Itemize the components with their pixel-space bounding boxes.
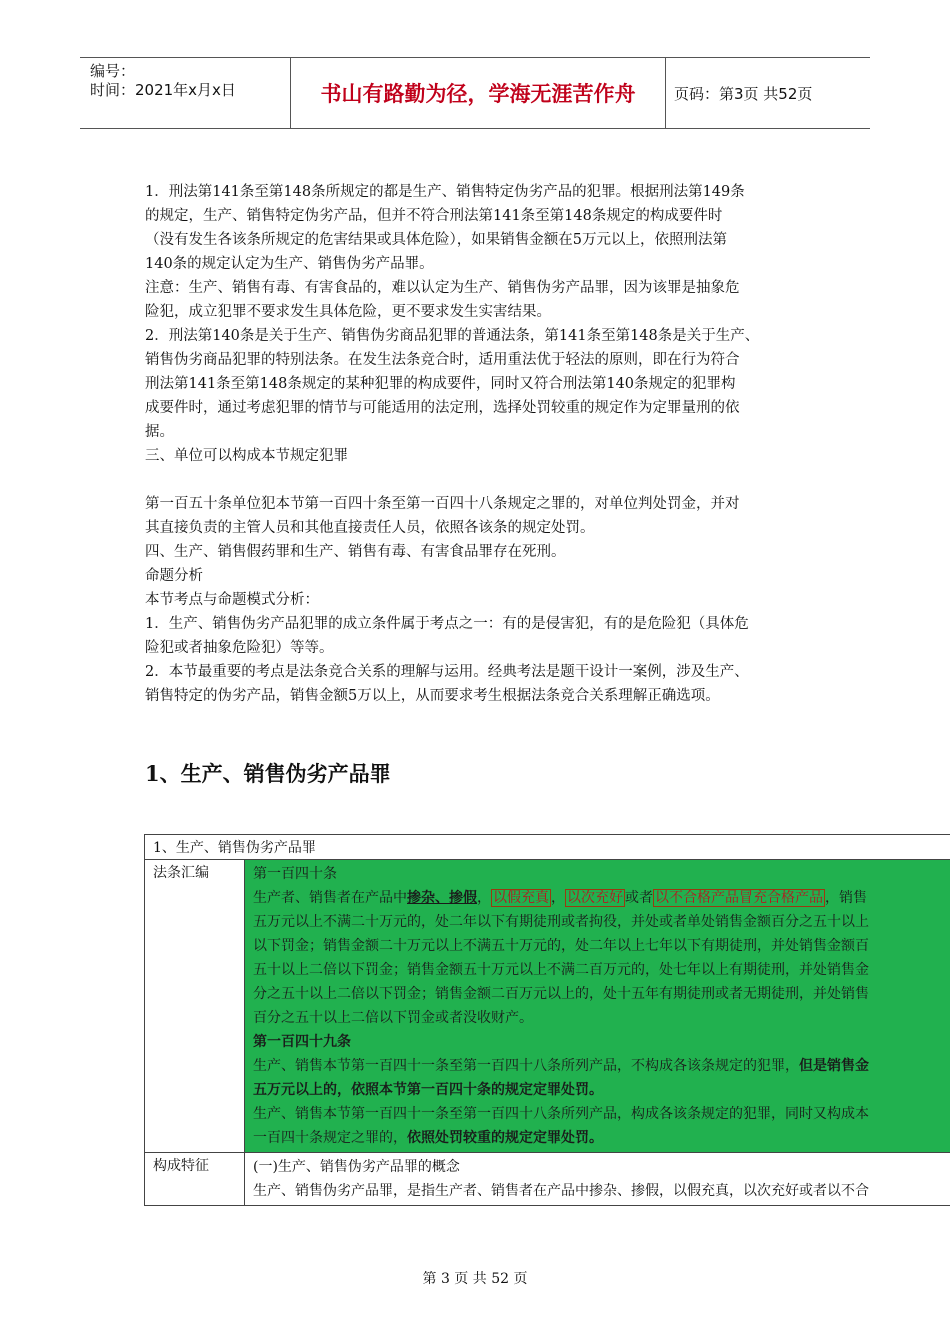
table-row [145,860,950,1153]
paragraph-line: 刑法第141条至第148条规定的某种犯罪的构成要件，同时又符合刑法第140条规定的犯罪构 [145,376,736,392]
paragraph-line: 140条的规定认定为生产、销售伪劣产品罪。 [145,256,434,272]
body-text [145,180,813,708]
article-140-line: 五十以上二倍以下罚金；销售金额五十万元以上不满二百万元的，处七年以上有期徒刑，并处销售金 [253,962,869,978]
paragraph-line: 成要件时，通过考虑犯罪的情节与可能适用的法定刑，选择处罚较重的规定作为定罪量刑的依 [145,400,740,416]
paragraph-line: （没有发生各该条所规定的危害结果或具体危险），如果销售金额在5万元以上，依照刑法第 [145,232,727,248]
paragraph-line: 第一百五十条单位犯本节第一百四十条至第一百四十八条规定之罪的，对单位判处罚金，并对 [145,496,740,512]
paragraph-line: 2．本节最重要的考点是法条竞合关系的理解与运用。经典考法是题干设计一案例，涉及生产、 [145,664,749,680]
article-140-line: 百分之五十以上二倍以下罚金或者没收财产。 [253,1010,533,1026]
paragraph-line: 其直接负责的主管人员和其他直接责任人员，依照各该条的规定处罚。 [145,520,595,536]
article-149-line: 生产、销售本节第一百四十一条至第一百四十八条所列产品，不构成各该条规定的犯罪，但是销售金 [253,1058,869,1074]
paragraph-line: 的规定，生产、销售特定伪劣产品，但并不符合刑法第141条至第148条规定的构成要件时 [145,208,723,224]
paragraph-line: 2．刑法第140条是关于生产、销售伪劣商品犯罪的普通法条，第141条至第148条是关于生产、 [145,328,760,344]
header-meta [80,58,291,128]
paragraph-line: 险犯，成立犯罪不要求发生具体危险，更不要求发生实害结果。 [145,304,551,320]
highlight-phrase: 以假充真 [493,890,549,906]
paragraph-line: 销售特定的伪劣产品，销售金额5万以上，从而要求考生根据法条竞合关系理解正确选项。 [145,688,720,704]
page-header [80,57,870,129]
paragraph-line: 销售伪劣商品犯罪的特别法条。在发生法条竞合时，适用重法优于轻法的原则，即在行为符合 [145,352,740,368]
feature-line: (一)生产、销售伪劣产品罪的概念 [253,1159,460,1175]
paragraph-line: 三、单位可以构成本节规定犯罪 [145,448,348,464]
article-140-line: 分之五十以上二倍以下罚金；销售金额二百万元以上的，处十五年有期徒刑或者无期徒刑，并处销售 [253,986,869,1002]
page-footer: 第 3 页 共 52 页 [422,1271,528,1287]
article-149-line: 生产、销售本节第一百四十一条至第一百四十八条所列产品，构成各该条规定的犯罪，同时又构成本 [253,1106,869,1122]
paragraph-line: 险犯或者抽象危险犯）等等。 [145,640,334,656]
table-title-cell: 1、生产、销售伪劣产品罪 [145,835,950,860]
paragraph-line: 四、生产、销售假药罪和生产、销售有毒、有害食品罪存在死刑。 [145,544,566,560]
law-table [144,834,950,1206]
paragraph-line: 本节考点与命题模式分析： [145,592,319,608]
section-title: 1、生产、销售伪劣产品罪 [145,761,391,786]
article-140-line: 以下罚金；销售金额二十万元以上不满五十万元的，处二年以上七年以下有期徒刑，并处销售金额百 [253,938,869,954]
highlight-phrase: 以次充好 [567,890,623,906]
highlight-phrase: 以不合格产品冒充合格产品 [655,890,823,906]
blank-line [145,468,813,492]
row-label-features: 构成特征 [145,1153,245,1206]
key-phrase: 掺杂、掺假 [407,890,477,906]
document-number-label: 编号： [90,62,136,80]
header-page-info: 页码：第3页 共52页 [674,84,813,103]
row-label-statutes: 法条汇编 [145,860,245,1153]
feature-line: 生产、销售伪劣产品罪，是指生产者、销售者在产品中掺杂、掺假，以假充真，以次充好或者以不合 [253,1183,869,1199]
paragraph-line: 1．刑法第141条至第148条所规定的都是生产、销售特定伪劣产品的犯罪。根据刑法第149条 [145,184,745,200]
paragraph-line: 据。 [145,424,174,440]
document-time: 时间：2021年x月x日 [90,81,236,99]
article-140-title: 第一百四十条 [253,866,337,882]
paragraph-line: 1．生产、销售伪劣产品犯罪的成立条件属于考点之一：有的是侵害犯，有的是危险犯（具体危 [145,616,749,632]
table-row [145,1153,950,1206]
article-149-line: 一百四十条规定之罪的，依照处罚较重的规定定罪处罚。 [253,1130,603,1146]
paragraph-line: 注意：生产、销售有毒、有害食品的，难以认定为生产、销售伪劣产品罪，因为该罪是抽象危 [145,280,740,296]
article-140-line: 生产者、销售者在产品中掺杂、掺假， 以假充真 ， 以次充好 或者 以不合格产品冒充合格产品 ，销售 [253,890,867,906]
table-row [145,835,950,860]
header-motto: 书山有路勤为径，学海无涯苦作舟 [291,58,666,128]
article-140-line: 五万元以上不满二十万元的，处二年以下有期徒刑或者拘役，并处或者单处销售金额百分之五十以上 [253,914,869,930]
article-149-line: 五万元以上的，依照本节第一百四十条的规定定罪处罚。 [253,1082,603,1098]
features-cell [245,1153,950,1206]
statutes-cell [245,860,950,1153]
paragraph-line: 命题分析 [145,568,203,584]
article-149-title: 第一百四十九条 [253,1034,351,1050]
